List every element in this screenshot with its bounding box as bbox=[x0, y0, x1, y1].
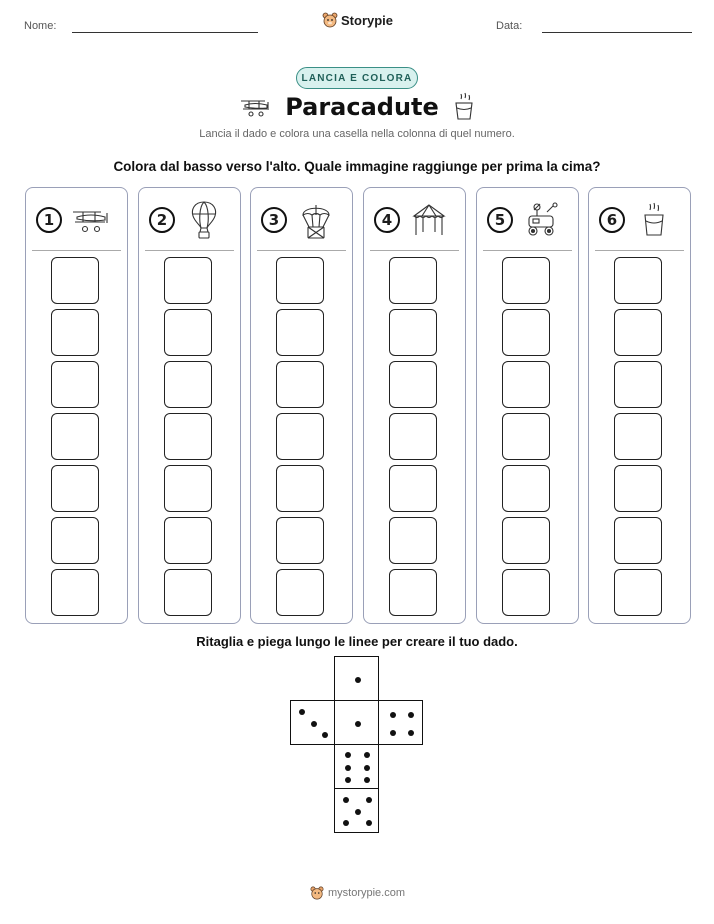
color-box[interactable] bbox=[276, 569, 324, 616]
color-box[interactable] bbox=[164, 465, 212, 512]
biplane-icon bbox=[239, 96, 271, 118]
color-box[interactable] bbox=[502, 309, 550, 356]
column-divider bbox=[32, 250, 121, 251]
color-box[interactable] bbox=[614, 257, 662, 304]
date-label: Data: bbox=[496, 20, 523, 32]
column-divider bbox=[483, 250, 572, 251]
column-number: 6 bbox=[599, 207, 625, 233]
column-number: 5 bbox=[487, 207, 513, 233]
color-box[interactable] bbox=[164, 361, 212, 408]
color-box[interactable] bbox=[614, 465, 662, 512]
column-number: 4 bbox=[374, 207, 400, 233]
subtitle: Lancia il dado e colora una casella nella colonna di quel numero. bbox=[199, 128, 515, 140]
die-pip bbox=[390, 712, 396, 718]
column-divider bbox=[257, 250, 346, 251]
die-pip bbox=[299, 709, 305, 715]
die-face bbox=[334, 744, 379, 789]
column-number: 2 bbox=[149, 207, 175, 233]
column-1 bbox=[25, 187, 128, 624]
die-pip bbox=[364, 765, 370, 771]
die-pip bbox=[343, 820, 349, 826]
die-pip bbox=[343, 797, 349, 803]
instruction: Colora dal basso verso l'alto. Quale immagine raggiunge per prima la cima? bbox=[113, 159, 601, 174]
column-header bbox=[374, 202, 457, 238]
color-box[interactable] bbox=[502, 413, 550, 460]
color-box[interactable] bbox=[502, 361, 550, 408]
column-number: 1 bbox=[36, 207, 62, 233]
die-pip bbox=[355, 809, 361, 815]
column-header bbox=[36, 202, 119, 238]
color-box[interactable] bbox=[614, 517, 662, 564]
cut-instruction: Ritaglia e piega lungo le linee per creare il tuo dado. bbox=[196, 634, 518, 649]
column-number: 3 bbox=[261, 207, 287, 233]
page-title: Paracadute bbox=[285, 93, 439, 121]
die-pip bbox=[390, 730, 396, 736]
color-box[interactable] bbox=[389, 413, 437, 460]
color-box[interactable] bbox=[389, 309, 437, 356]
color-box[interactable] bbox=[164, 569, 212, 616]
die-face bbox=[334, 700, 379, 745]
title-row bbox=[0, 92, 714, 122]
name-label: Nome: bbox=[24, 20, 57, 32]
color-box[interactable] bbox=[389, 517, 437, 564]
color-box[interactable] bbox=[51, 517, 99, 564]
column-divider bbox=[145, 250, 234, 251]
color-box[interactable] bbox=[389, 257, 437, 304]
die-face bbox=[334, 656, 379, 701]
color-box[interactable] bbox=[389, 569, 437, 616]
color-box[interactable] bbox=[164, 413, 212, 460]
color-box[interactable] bbox=[164, 517, 212, 564]
footer-url: mystorypie.com bbox=[328, 887, 406, 899]
color-box[interactable] bbox=[502, 517, 550, 564]
color-box[interactable] bbox=[614, 413, 662, 460]
die-pip bbox=[408, 730, 414, 736]
color-box[interactable] bbox=[276, 361, 324, 408]
color-box[interactable] bbox=[51, 361, 99, 408]
color-box[interactable] bbox=[276, 309, 324, 356]
die-pip bbox=[355, 677, 361, 683]
water-bucket-icon bbox=[633, 202, 675, 238]
footer bbox=[310, 886, 405, 900]
die-pip bbox=[364, 752, 370, 758]
die-pip bbox=[366, 797, 372, 803]
bear-mascot-icon bbox=[310, 886, 324, 900]
canopy-tent-icon bbox=[408, 202, 450, 238]
column-header bbox=[261, 202, 344, 238]
color-box[interactable] bbox=[502, 465, 550, 512]
color-box[interactable] bbox=[164, 257, 212, 304]
die-face bbox=[334, 788, 379, 833]
color-box[interactable] bbox=[614, 569, 662, 616]
column-4 bbox=[363, 187, 466, 624]
parachute-crate-icon bbox=[295, 202, 337, 238]
water-bucket-icon bbox=[453, 92, 475, 122]
color-box[interactable] bbox=[276, 465, 324, 512]
column-5 bbox=[476, 187, 579, 624]
color-box[interactable] bbox=[614, 309, 662, 356]
color-box[interactable] bbox=[276, 517, 324, 564]
color-box[interactable] bbox=[614, 361, 662, 408]
die-pip bbox=[322, 732, 328, 738]
column-divider bbox=[370, 250, 459, 251]
column-header bbox=[599, 202, 682, 238]
color-box[interactable] bbox=[51, 465, 99, 512]
die-pip bbox=[345, 777, 351, 783]
die-pip bbox=[311, 721, 317, 727]
column-header bbox=[487, 202, 570, 238]
die-pip bbox=[366, 820, 372, 826]
activity-badge: LANCIA E COLORA bbox=[296, 67, 418, 89]
column-header bbox=[149, 202, 232, 238]
bear-mascot-icon bbox=[322, 12, 338, 28]
color-box[interactable] bbox=[389, 361, 437, 408]
die-pip bbox=[408, 712, 414, 718]
die-pip bbox=[345, 752, 351, 758]
die-pip bbox=[364, 777, 370, 783]
color-box[interactable] bbox=[51, 413, 99, 460]
column-3 bbox=[250, 187, 353, 624]
rover-robot-icon bbox=[521, 202, 563, 238]
color-box[interactable] bbox=[51, 257, 99, 304]
date-line bbox=[542, 32, 692, 33]
column-6 bbox=[588, 187, 691, 624]
die-face bbox=[290, 700, 335, 745]
biplane-icon bbox=[70, 202, 112, 238]
color-box[interactable] bbox=[276, 413, 324, 460]
color-box[interactable] bbox=[389, 465, 437, 512]
storypie-logo bbox=[322, 12, 393, 28]
column-divider bbox=[595, 250, 684, 251]
hot-air-balloon-icon bbox=[183, 202, 225, 238]
color-box[interactable] bbox=[164, 309, 212, 356]
color-box[interactable] bbox=[502, 569, 550, 616]
name-line bbox=[72, 32, 258, 33]
color-box[interactable] bbox=[502, 257, 550, 304]
die-face bbox=[378, 700, 423, 745]
column-2 bbox=[138, 187, 241, 624]
color-box[interactable] bbox=[276, 257, 324, 304]
brand-name: Storypie bbox=[341, 12, 394, 28]
die-pip bbox=[355, 721, 361, 727]
die-pip bbox=[345, 765, 351, 771]
color-box[interactable] bbox=[51, 569, 99, 616]
color-box[interactable] bbox=[51, 309, 99, 356]
